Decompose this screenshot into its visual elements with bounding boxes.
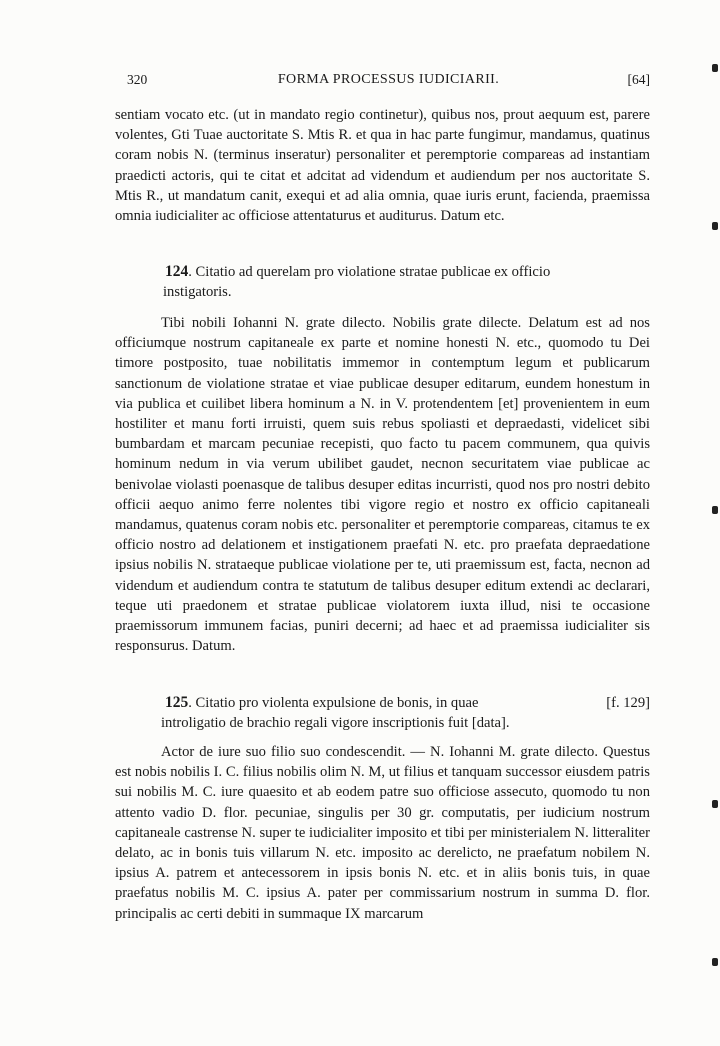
- heading-124-title: Citatio ad querelam pro violatione stratae publicae ex officio: [195, 264, 551, 280]
- heading-124-line: 124. Citatio ad querelam pro violatione stratae publicae ex officio: [165, 263, 551, 280]
- heading-125-title: Citatio pro violenta expulsione de bonis, in quae: [195, 695, 479, 711]
- folio-marker: [64]: [627, 72, 650, 87]
- scan-edge-mark: [712, 800, 718, 808]
- heading-125-title-continued: introligatio de brachio regali vigore inscriptionis fuit [data].: [161, 715, 510, 732]
- section-heading-125: [127, 693, 650, 734]
- heading-124-number: 124: [165, 263, 189, 280]
- heading-124-title-continued: instigatoris.: [163, 284, 232, 301]
- section-heading-124: [127, 262, 650, 303]
- heading-125-number: 125: [165, 694, 189, 711]
- page-number: 320: [127, 72, 148, 87]
- scan-edge-mark: [712, 64, 718, 72]
- running-title: FORMA PROCESSUS IUDICIARII.: [277, 72, 500, 87]
- paragraph-continuation: sentiam vocato etc. (ut in mandato regio continetur), quibus nos, prout aequum est, parere volentes, Gti Tuae auctoritate S. Mtis R. et qua in hac parte fungimur, mandamus, quatinus coram nobis N. (terminus inseratur) personaliter et peremptorie compareas ad instantiam praedicti actoris, qui te citat et adcitat ad videndum et audiendum per nos auctoritate S. Mtis R., ut mandatum canit, exequi et ad alia omnia, quae iuris erunt, facienda, praemissa omnia iudicialiter ac officiose attentaturus et auditurus. Datum etc.: [115, 107, 650, 225]
- page-header: [127, 72, 650, 94]
- scan-edge-mark: [712, 506, 718, 514]
- heading-125-folio: [f. 129]: [606, 695, 650, 711]
- heading-125-line: [f. 129] 125. Citatio pro violenta expulsione de bonis, in quae: [127, 693, 650, 713]
- paragraph-citatio-125: Actor de iure suo filio suo condescendit. — N. Iohanni M. grate dilecto. Questus est nobis nobilis I. C. filius nobilis olim N. M, ut filius et tanquam successor eiusdem patris sui nobilis M. C. iure quaesito et ab eodem patre suo officiose assecuto, quomodo tu non attento vadio D. flor. pecuniae, singulis per 30 gr. computatis, per iudicium nostrum capitaneale castrense N. super te iudicialiter imposito et tibi per ministerialem N. litteraliter delato, ac in bonis tuis villarum N. etc. imposito ac derelicto, ne praefatum nobilem N. ipsius A. patrem et antecessorem in ipsis bonis N. etc. et in aliis bonis tuis, in quae praefatus nobilis M. C. ipsius A. pater per commissarium nostrum in summa D. flor. principalis ac certi debiti in summaque IX marcarum: [115, 744, 650, 922]
- scan-edge-mark: [712, 958, 718, 966]
- paragraph-citatio-124: Tibi nobili Iohanni N. grate dilecto. Nobilis grate dilecte. Delatum est ad nos officiumque nostrum capitaneale ex parte et nomine honesti N. etc., quomodo tu Dei timore postposito, tuae nobilitatis immemor in contemptum legum et publicarum sanctionum de violatione stratae et viae publicae desuper editarum, eundem honestum in via publica et cuilibet libera hominum a N. in V. protendentem [et] provenientem in eum hostiliter et manu forti irruisti, quem suis rebus spoliasti et depraedasti, videlicet sibi bumbardam et marcam pecuniae recepisti, quo facto tu pacem communem, qua quivis hominum nedum in via verum ubilibet gaudet, necnon securitatem viae publicae ac benivolae violasti poenasque de talibus desuper editas incurristi, quod nos pro nostri debito officii aequo animo ferre nolentes tibi vigore regio et nostro ex officio capitaneali mandamus, quatenus coram nobis etc. personaliter et peremptorie compareas, citamus te ex officio nostro ad delationem et instigationem praefati N. etc. pro praefata depraedatione ipsius nobilis N. strataeque publicae violatione per te, uti praemissum est, facta, necnon ad videndum et audiendum contra te statutum de talibus desuper editum extendi ac declarari, teque uti praedonem et stratae publicae violatorem iuxta illud, nisi te occasione praemissorum immunem facias, puniri decerni; ad haec et ad praemissa iudicialiter sis responsurus. Datum.: [115, 315, 650, 655]
- scan-edge-mark: [712, 222, 718, 230]
